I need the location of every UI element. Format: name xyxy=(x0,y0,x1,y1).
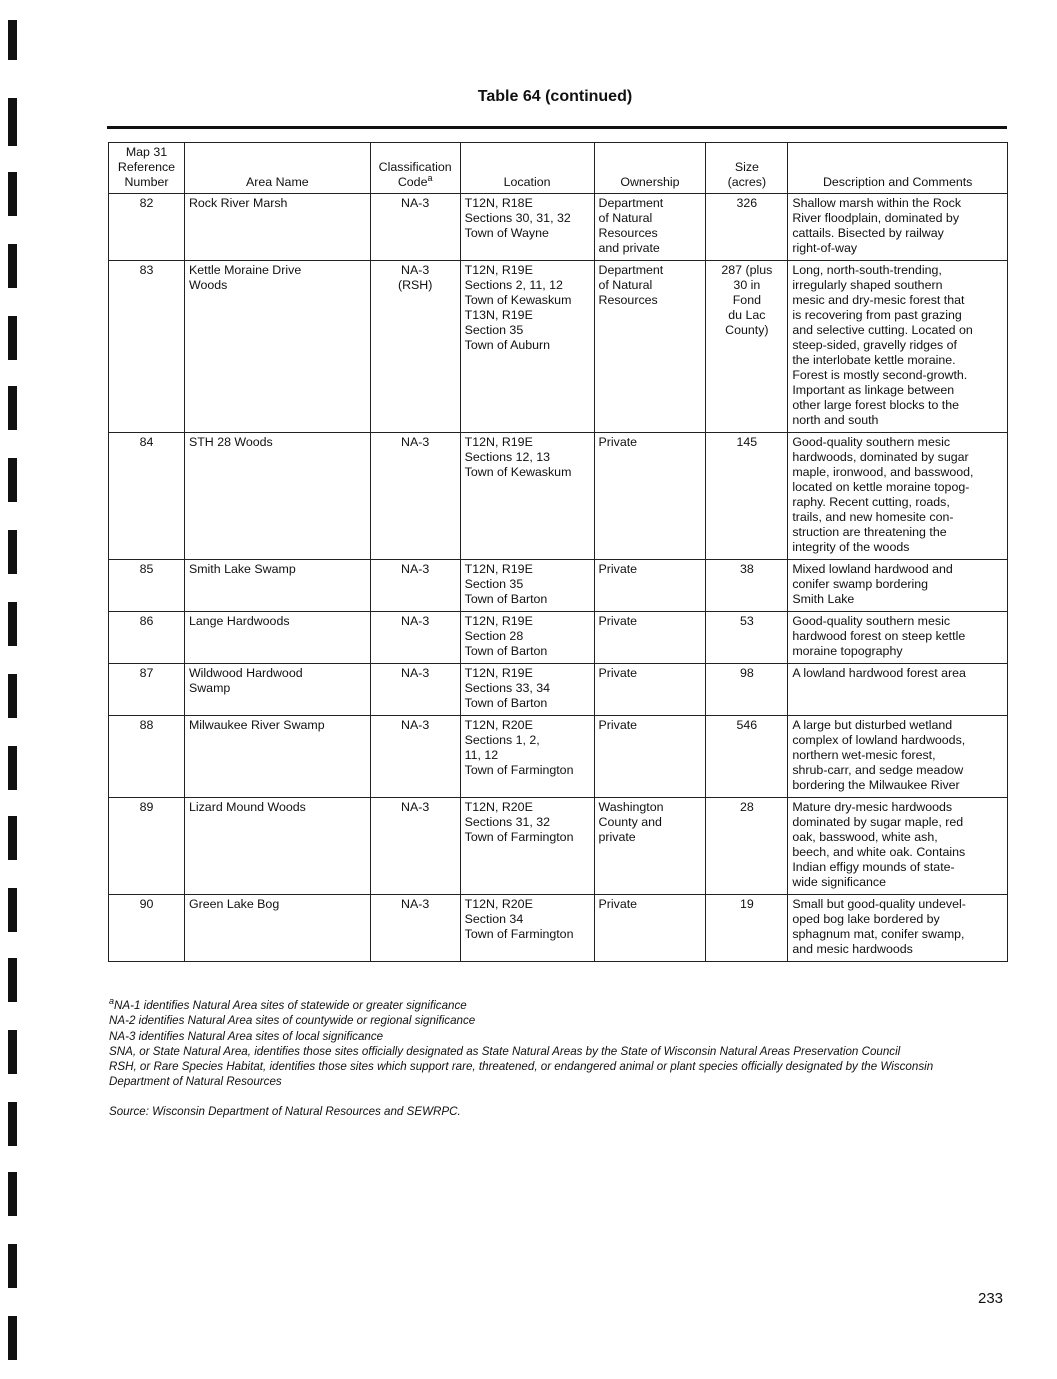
cell-area-name: Lizard Mound Woods xyxy=(184,798,370,895)
cell-classification-code: NA-3 xyxy=(370,433,460,560)
cell-ref-number: 87 xyxy=(109,664,185,716)
cell-ownership: Department of Natural Resources and private xyxy=(594,194,706,261)
cell-classification-code: NA-3 xyxy=(370,895,460,962)
cell-ref-number: 86 xyxy=(109,612,185,664)
cell-location: T12N, R18E Sections 30, 31, 32 Town of Wayne xyxy=(460,194,594,261)
cell-ownership: Private xyxy=(594,716,706,798)
cell-classification-code: NA-3 (RSH) xyxy=(370,261,460,433)
cell-ownership: Private xyxy=(594,433,706,560)
cell-area-name: Rock River Marsh xyxy=(184,194,370,261)
binding-marks xyxy=(0,0,20,1379)
binding-mark xyxy=(8,20,17,60)
binding-mark xyxy=(8,316,17,360)
cell-ownership: Private xyxy=(594,612,706,664)
cell-ref-number: 85 xyxy=(109,560,185,612)
cell-size: 326 xyxy=(706,194,788,261)
footnote-sup: a xyxy=(109,996,115,1007)
table-title: Table 64 (continued) xyxy=(477,88,633,105)
cell-ownership: Private xyxy=(594,664,706,716)
cell-description: A lowland hardwood forest area xyxy=(788,664,1008,716)
col-header-description: Description and Comments xyxy=(788,143,1008,194)
table-row xyxy=(109,716,1008,798)
cell-area-name: Kettle Moraine Drive Woods xyxy=(184,261,370,433)
cell-description: Good-quality southern mesic hardwoods, dominated by sugar maple, ironwood, and basswood, located on kettle moraine topog- raphy. Recent cutting, roads, trails, and new homesite con- struction are threatening the integrity of the woods xyxy=(788,433,1008,560)
cell-size: 145 xyxy=(706,433,788,560)
code-header-sup: a xyxy=(427,172,433,183)
cell-area-name: Wildwood Hardwood Swamp xyxy=(184,664,370,716)
cell-ownership: Department of Natural Resources xyxy=(594,261,706,433)
cell-size: 287 (plus 30 in Fond du Lac County) xyxy=(706,261,788,433)
binding-mark xyxy=(8,1244,17,1288)
binding-mark xyxy=(8,602,17,646)
cell-ref-number: 82 xyxy=(109,194,185,261)
page-number: 233 xyxy=(978,1290,1004,1307)
footnote-line: NA-2 identifies Natural Area sites of countywide or regional significance xyxy=(109,1014,476,1028)
cell-classification-code: NA-3 xyxy=(370,798,460,895)
col-header-size: Size (acres) xyxy=(706,143,788,194)
cell-description: Shallow marsh within the Rock River floodplain, dominated by cattails. Bisected by railway right-of-way xyxy=(788,194,1008,261)
binding-mark xyxy=(8,1030,17,1074)
binding-mark xyxy=(8,746,17,790)
cell-area-name: Milwaukee River Swamp xyxy=(184,716,370,798)
footnotes xyxy=(109,998,1014,1090)
cell-classification-code: NA-3 xyxy=(370,194,460,261)
table-row xyxy=(109,560,1008,612)
cell-ownership: Private xyxy=(594,560,706,612)
natural-areas-table xyxy=(108,142,1008,962)
cell-classification-code: NA-3 xyxy=(370,612,460,664)
cell-ref-number: 83 xyxy=(109,261,185,433)
cell-location: T12N, R19E Sections 33, 34 Town of Barton xyxy=(460,664,594,716)
cell-size: 53 xyxy=(706,612,788,664)
cell-ref-number: 89 xyxy=(109,798,185,895)
cell-description: Long, north-south-trending, irregularly shaped southern mesic and dry-mesic forest that is recovering from past grazing and selective cutting. Located on steep-sided, gravelly ridges of the interlobate kettle moraine. Forest is mostly second-growth. Important as linkage between other large forest blocks to the north and south xyxy=(788,261,1008,433)
code-header-text: Classification Code xyxy=(378,160,452,189)
cell-location: T12N, R19E Section 35 Town of Barton xyxy=(460,560,594,612)
binding-mark xyxy=(8,530,17,574)
cell-size: 98 xyxy=(706,664,788,716)
cell-area-name: Smith Lake Swamp xyxy=(184,560,370,612)
table-header-row xyxy=(109,143,1008,194)
table-row xyxy=(109,261,1008,433)
binding-mark xyxy=(8,458,17,502)
cell-location: T12N, R19E Section 28 Town of Barton xyxy=(460,612,594,664)
cell-description: Mature dry-mesic hardwoods dominated by sugar maple, red oak, basswood, white ash, beech, and white oak. Contains Indian effigy mounds of state- wide significance xyxy=(788,798,1008,895)
footnote-text: NA-1 identifies Natural Area sites of statewide or greater significance xyxy=(114,999,467,1012)
table-row xyxy=(109,612,1008,664)
col-header-ownership: Ownership xyxy=(594,143,706,194)
cell-description: Good-quality southern mesic hardwood forest on steep kettle moraine topography xyxy=(788,612,1008,664)
footnote-line xyxy=(109,998,1014,1013)
cell-size: 28 xyxy=(706,798,788,895)
binding-mark xyxy=(8,816,17,860)
binding-mark xyxy=(8,1172,17,1216)
cell-description: A large but disturbed wetland complex of lowland hardwoods, northern wet-mesic forest, shrub-carr, and sedge meadow bordering the Milwaukee River xyxy=(788,716,1008,798)
footnote-line: NA-3 identifies Natural Area sites of local significance xyxy=(109,1029,384,1043)
table-row xyxy=(109,433,1008,560)
col-header-classification-code xyxy=(370,143,460,194)
cell-description: Small but good-quality undevel- oped bog lake bordered by sphagnum mat, conifer swamp, and mesic hardwoods xyxy=(788,895,1008,962)
binding-mark xyxy=(8,888,17,932)
binding-mark xyxy=(8,674,17,718)
footnote-line: SNA, or State Natural Area, identifies those sites officially designated as State Natural Areas by the State of Wisconsin Natural Areas Preservation Council xyxy=(109,1044,901,1058)
cell-size: 546 xyxy=(706,716,788,798)
cell-location: T12N, R20E Section 34 Town of Farmington xyxy=(460,895,594,962)
cell-size: 19 xyxy=(706,895,788,962)
table-row xyxy=(109,664,1008,716)
cell-area-name: Green Lake Bog xyxy=(184,895,370,962)
table-row xyxy=(109,194,1008,261)
cell-classification-code: NA-3 xyxy=(370,716,460,798)
title-rule xyxy=(107,126,1007,129)
cell-ref-number: 84 xyxy=(109,433,185,560)
col-header-ref: Map 31 Reference Number xyxy=(109,143,185,194)
cell-ref-number: 90 xyxy=(109,895,185,962)
cell-location: T12N, R19E Sections 12, 13 Town of Kewaskum xyxy=(460,433,594,560)
footnote-line: RSH, or Rare Species Habitat, identifies those sites which support rare, threatened, or endangered animal or plant species officially designated by the Wisconsin Department of Natural Resources xyxy=(109,1060,934,1089)
cell-size: 38 xyxy=(706,560,788,612)
cell-location: T12N, R20E Sections 31, 32 Town of Farmington xyxy=(460,798,594,895)
binding-mark xyxy=(8,244,17,288)
binding-mark xyxy=(8,386,17,430)
cell-location: T12N, R20E Sections 1, 2, 11, 12 Town of Farmington xyxy=(460,716,594,798)
cell-location: T12N, R19E Sections 2, 11, 12 Town of Kewaskum T13N, R19E Section 35 Town of Auburn xyxy=(460,261,594,433)
cell-area-name: Lange Hardwoods xyxy=(184,612,370,664)
binding-mark xyxy=(8,1316,17,1360)
table-row xyxy=(109,798,1008,895)
cell-area-name: STH 28 Woods xyxy=(184,433,370,560)
col-header-location: Location xyxy=(460,143,594,194)
col-header-area-name: Area Name xyxy=(184,143,370,194)
cell-ownership: Private xyxy=(594,895,706,962)
source-note: Source: Wisconsin Department of Natural Resources and SEWRPC. xyxy=(109,1105,461,1118)
binding-mark xyxy=(8,958,17,1002)
binding-mark xyxy=(8,1102,17,1146)
table-row xyxy=(109,895,1008,962)
cell-classification-code: NA-3 xyxy=(370,664,460,716)
cell-description: Mixed lowland hardwood and conifer swamp bordering Smith Lake xyxy=(788,560,1008,612)
cell-ref-number: 88 xyxy=(109,716,185,798)
cell-ownership: Washington County and private xyxy=(594,798,706,895)
binding-mark xyxy=(8,172,17,216)
cell-classification-code: NA-3 xyxy=(370,560,460,612)
